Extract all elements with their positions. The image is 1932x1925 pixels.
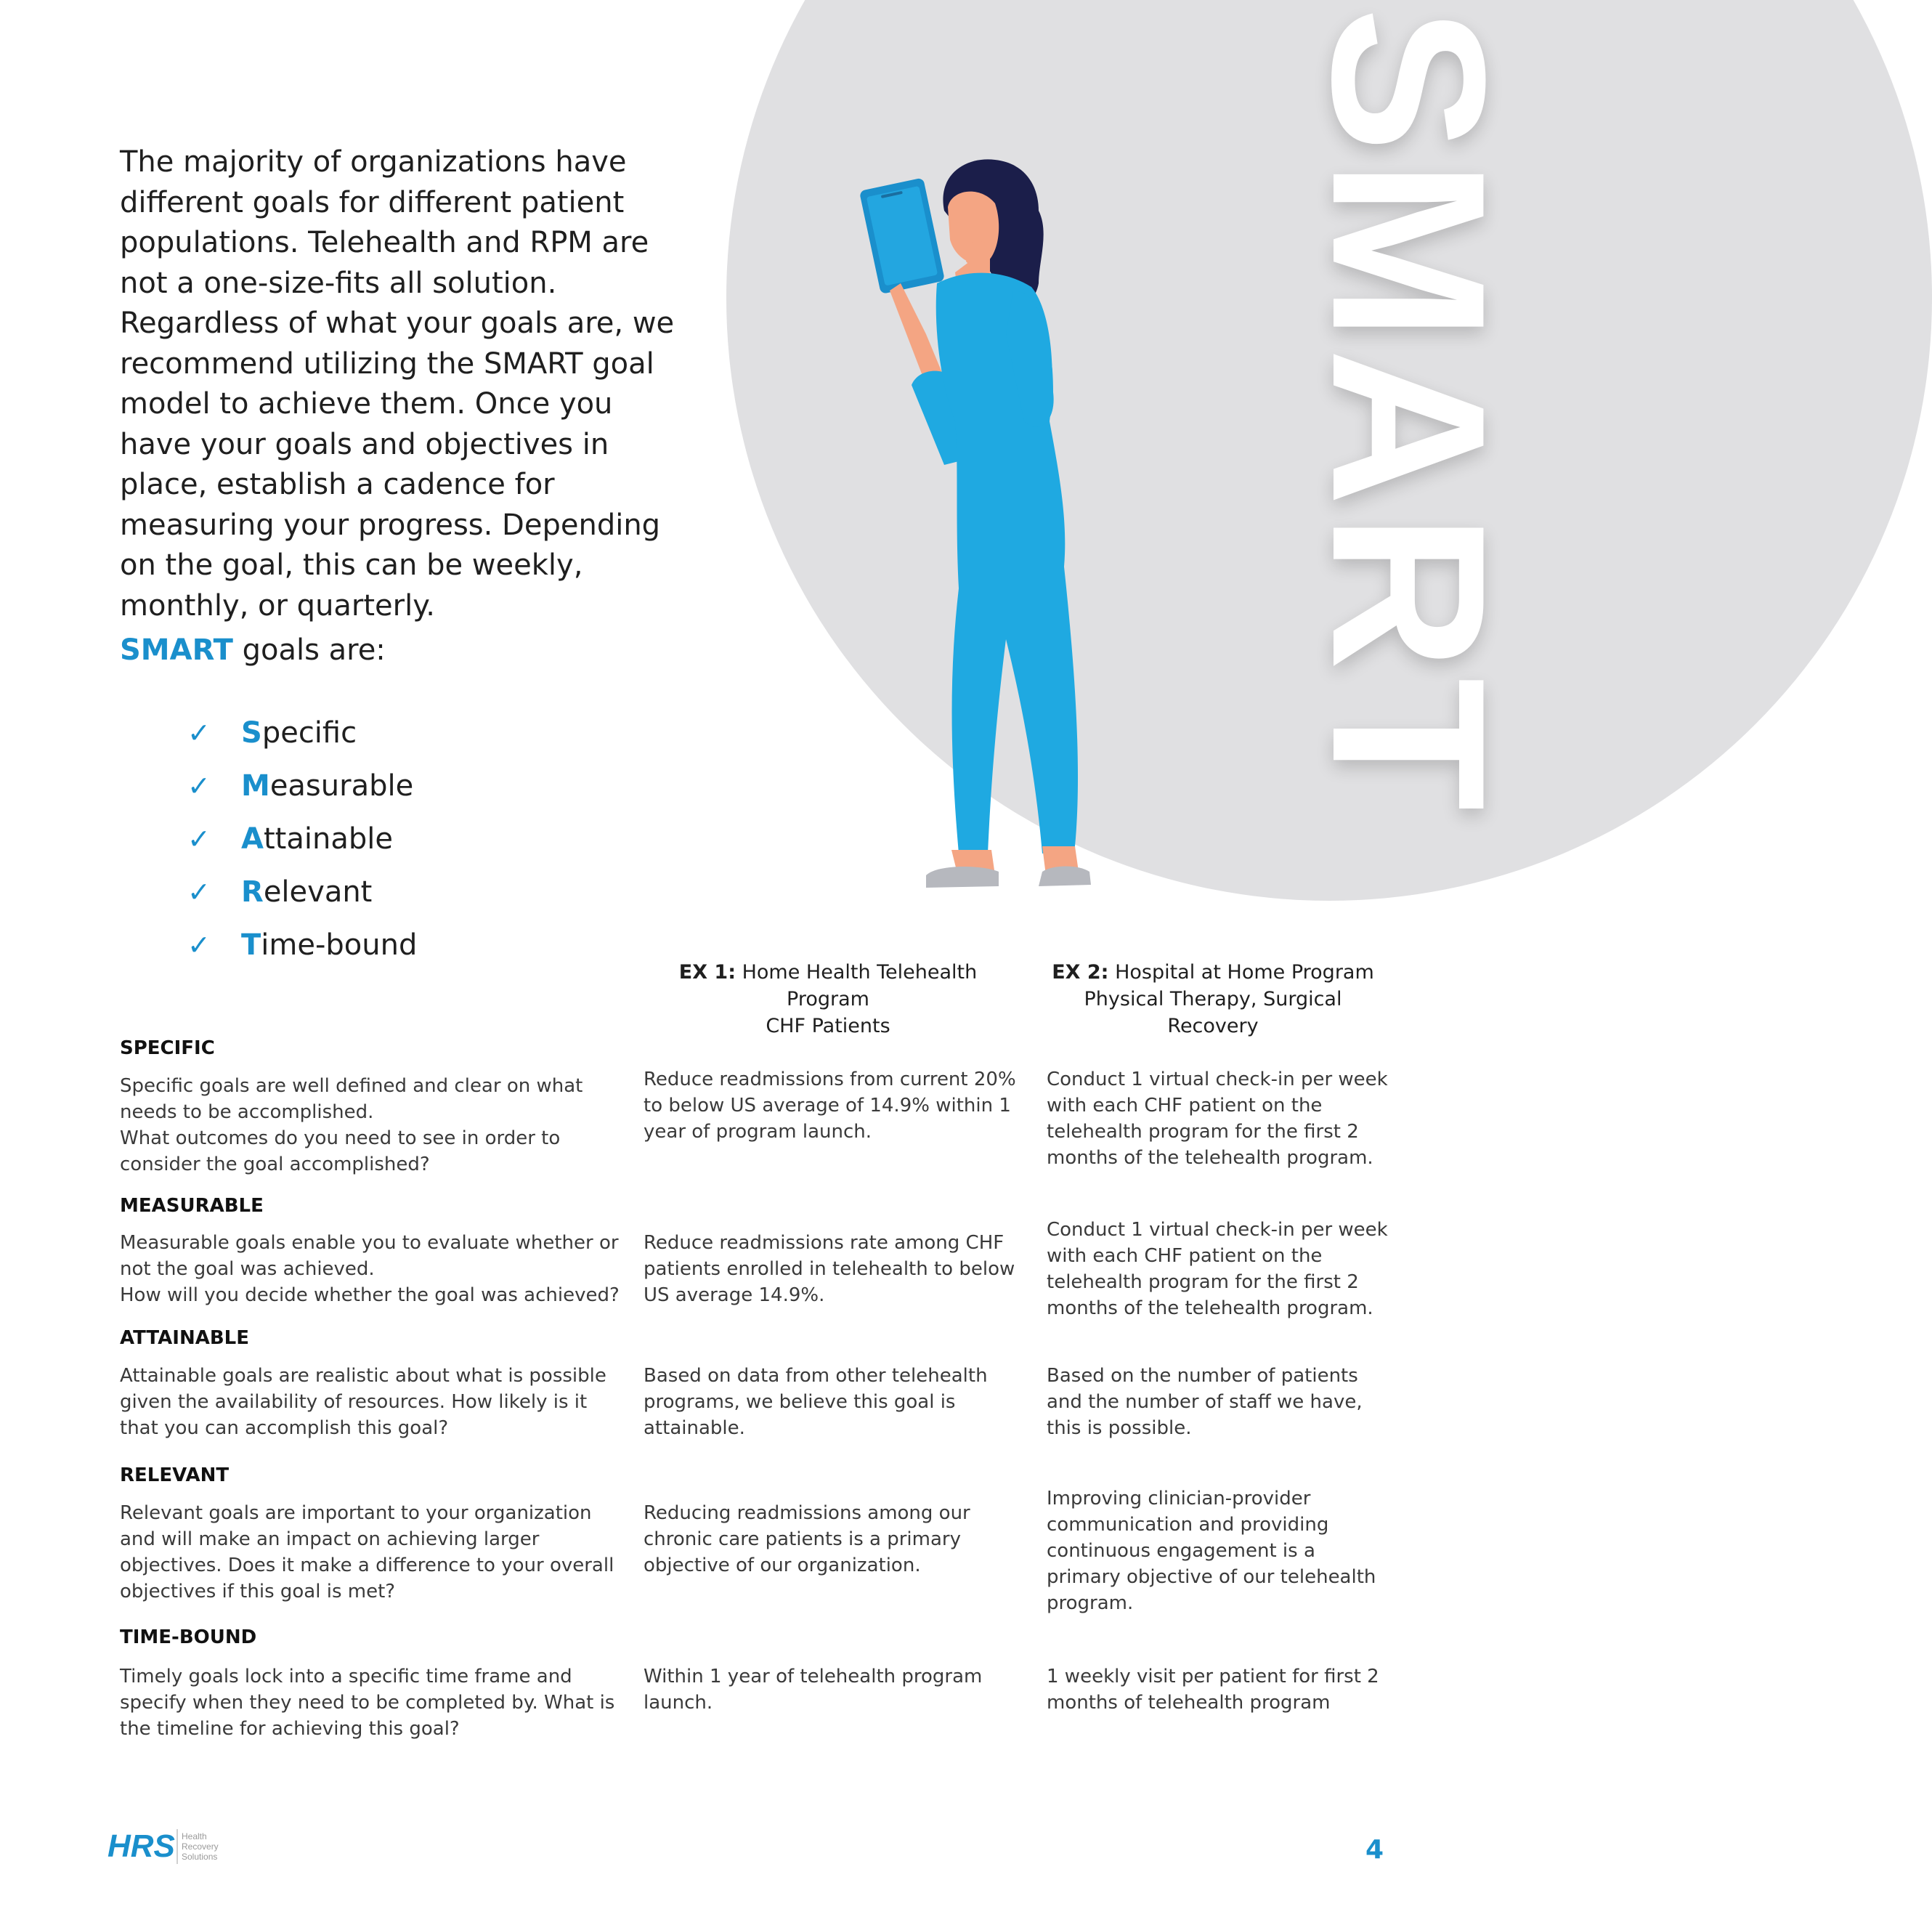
logo-line-1: Health [182,1831,207,1841]
page-number: 4 [1365,1835,1384,1865]
row-ex2-relevant: Improving clinician-provider communication and providing continuous engagement is a primary objective of our telehealth program. [1047,1488,1376,1614]
logo-line-3: Solutions [182,1852,218,1862]
row-desc-measurable: Measurable goals enable you to evaluate whether or not the goal was achieved. How will you decide whether the goal was achieved? [120,1232,620,1306]
checklist-letter: T [241,928,261,962]
ex1-title: Home Health Telehealth Program [736,961,978,1010]
row-label-attainable: ATTAINABLE [120,1327,249,1349]
checklist-item [187,706,417,759]
hrs-logo [107,1823,253,1867]
row-label-measurable: MEASURABLE [120,1195,264,1217]
checklist-item [187,865,417,918]
check-icon: ✓ [187,769,211,802]
checklist-item [187,812,417,865]
checklist-item [187,759,417,812]
checklist-letter: R [241,875,264,909]
checklist-rest: easurable [269,769,414,803]
row-desc-specific: Specific goals are well defined and clear on what needs to be accomplished. What outcomes do you need to see in order to consider the goal accomplished? [120,1075,583,1175]
checklist-item [187,918,417,971]
row-ex2-attainable: Based on the number of patients and the number of staff we have, this is possible. [1047,1365,1363,1439]
row-label-specific: SPECIFIC [120,1037,215,1059]
checklist-rest: pecific [261,716,357,750]
ex1-column-header [639,959,1017,1040]
logo-line-2: Recovery [182,1841,219,1852]
check-icon: ✓ [187,822,211,855]
ex1-prefix: EX 1: [678,961,736,984]
goals-heading [120,633,386,667]
row-desc-attainable: Attainable goals are realistic about what is possible given the availability of resources. How likely is it that you can accomplish this goal? [120,1365,606,1439]
ex2-title: Hospital at Home Program [1108,961,1374,984]
row-ex1-measurable: Reduce readmissions rate among CHF patients enrolled in telehealth to below US average 14.9%. [644,1232,1015,1306]
logo-mark: HRS [107,1828,175,1864]
row-desc-time-bound: Timely goals lock into a specific time frame and specify when they need to be completed by. What is the timeline for achieving this goal? [120,1666,615,1740]
row-ex1-time-bound: Within 1 year of telehealth program launch. [644,1666,983,1714]
goals-heading-rest: goals are: [232,633,386,667]
row-label-relevant: RELEVANT [120,1464,230,1486]
checklist-rest: elevant [263,875,373,909]
row-label-time-bound: TIME-BOUND [120,1626,257,1648]
row-ex2-specific: Conduct 1 virtual check-in per week with each CHF patient on the telehealth program for the first 2 months of the telehealth program. [1047,1069,1388,1169]
check-icon: ✓ [187,875,211,908]
checklist-letter: M [241,769,270,803]
nurse-with-tablet-illustration [857,116,1133,901]
row-ex1-specific: Reduce readmissions from current 20% to below US average of 14.9% within 1 year of program launch. [644,1069,1016,1143]
ex2-prefix: EX 2: [1052,961,1109,984]
smart-checklist [187,706,417,971]
smart-watermark: SMART [1287,7,1531,819]
checklist-letter: S [241,716,262,750]
checklist-letter: A [241,822,264,856]
ex2-column-header [1039,959,1387,1040]
goals-heading-accent: SMART [120,633,233,667]
checklist-rest: ime-bound [261,928,418,962]
row-ex2-measurable: Conduct 1 virtual check-in per week with each CHF patient on the telehealth program for the first 2 months of the telehealth program. [1047,1219,1388,1319]
row-ex1-attainable: Based on data from other telehealth programs, we believe this goal is attainable. [644,1365,988,1439]
check-icon: ✓ [187,928,211,961]
row-desc-relevant: Relevant goals are important to your organization and will make an impact on achieving larger objectives. Does it make a difference to your overall objectives if this goal is met? [120,1502,614,1602]
ex1-subtitle: CHF Patients [766,1015,890,1037]
intro-paragraph: The majority of organizations have different goals for different patient populations. Telehealth and RPM are not a one-size-fits all solution. Regardless of what your goals are, we recommend utilizing the SMART goal model to achieve them. Once you have your goals and objectives in place, establish a cadence for measuring your progress. Depending on the goal, this can be weekly, monthly, or quarterly. [120,145,675,623]
checklist-rest: ttainable [263,822,393,856]
row-ex2-time-bound: 1 weekly visit per patient for first 2 months of telehealth program [1047,1666,1379,1714]
ex2-subtitle: Physical Therapy, Surgical Recovery [1084,988,1342,1037]
row-ex1-relevant: Reducing readmissions among our chronic care patients is a primary objective of our organization. [644,1502,970,1576]
check-icon: ✓ [187,716,211,749]
